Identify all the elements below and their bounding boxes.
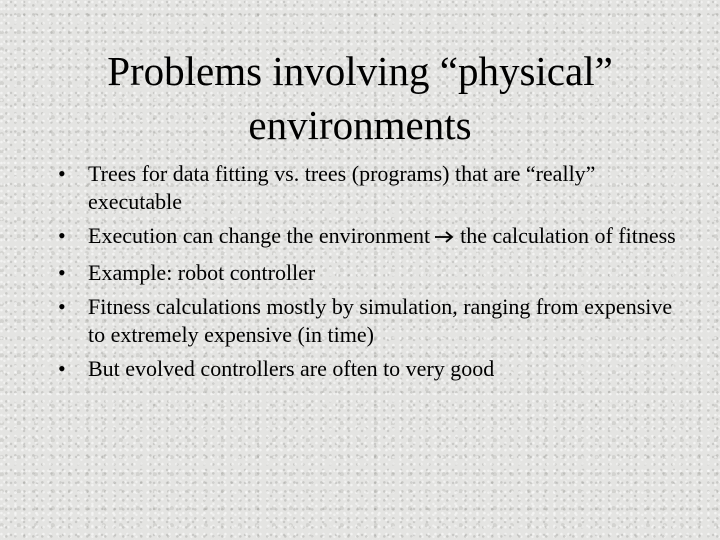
bullet-item (58, 293, 678, 348)
bullet-text: But evolved controllers are often to very good (88, 356, 495, 381)
bullet-text: Fitness calculations mostly by simulation, ranging from expensive to extremely expensive (in time) (88, 294, 673, 347)
bullet-item (58, 160, 678, 215)
bullet-marker: • (58, 223, 66, 248)
bullet-marker: • (58, 259, 66, 285)
bullet-text-before-arrow: Execution can change the environment (88, 223, 431, 248)
bullet-marker: • (58, 161, 66, 186)
bullet-text: Trees for data fitting vs. trees (programs) that are “really” executable (88, 161, 596, 214)
slide-title-line-2: environments (248, 102, 472, 148)
right-arrow-icon (434, 224, 456, 252)
bullet-item (58, 355, 678, 383)
slide-title-line-1: Problems involving “physical” (107, 48, 613, 94)
bullet-item (58, 222, 678, 252)
bullet-item (58, 259, 678, 287)
bullet-text: Example: robot controller (88, 259, 316, 285)
bullet-text-after-arrow: the calculation of fitness (460, 223, 676, 248)
slide-title (40, 44, 680, 152)
bullet-marker: • (58, 356, 66, 381)
bullet-list (58, 160, 678, 390)
bullet-marker: • (58, 294, 66, 319)
